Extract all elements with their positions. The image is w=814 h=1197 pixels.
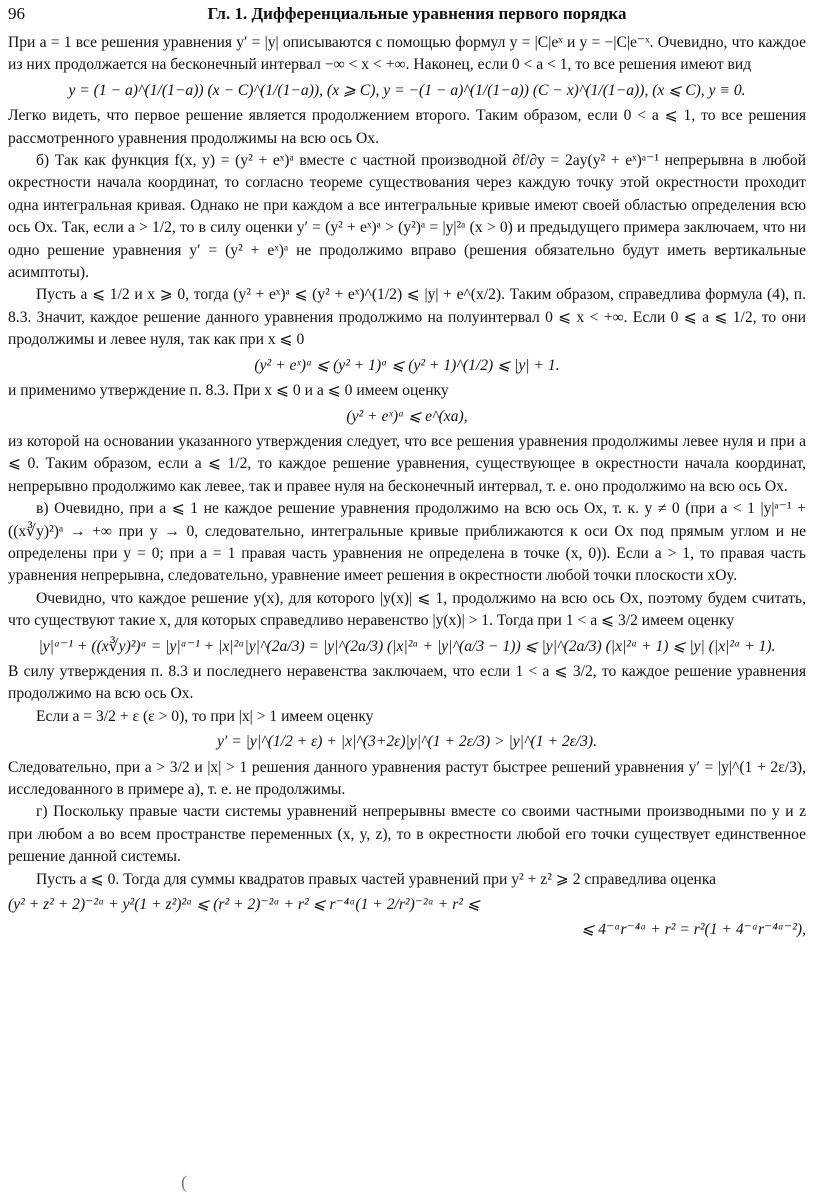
- paragraph-v-cont: Очевидно, что каждое решение y(x), для которого |y(x)| ⩽ 1, продолжимо на всю ось Ox, поэтому будем считать, что существуют такие x, для которых справедливо неравенство |y(x)| > 1. Тогда при 1 < a ⩽ 3/2 имеем оценку: [8, 589, 806, 630]
- formula-estimate-2: (y² + eˣ)ᵃ ⩽ e^(xa),: [346, 407, 468, 425]
- paragraph-b: б) Так как функция f(x, y) = (y² + eˣ)ᵃ вместе с частной производной ∂f/∂y = 2ay(y² + eˣ)ᵃ⁻¹ непрерывна в любой окрестности начала координат, то согласно теореме существования через каждую точку этой окрестности проходит одна интегральная кривая. Однако не при каждом a все интегральные кривые имеют своей областью определения всю ось Ox. Так, если a > 1/2, то в силу оценки y′ = (y² + eˣ)ᵃ > (y²)ᵃ = |y|²ᵃ (x > 0) и предыдущего примера заключаем, что ни одно решение уравнения y′ = (y² + eˣ)ᵃ не продолжимо вправо (решения обязательно будут иметь вертикальные асимптоты).: [8, 152, 806, 282]
- page-number: 96: [8, 4, 25, 23]
- formula-estimate-6: ⩽ 4⁻ᵃr⁻⁴ᵃ + r² = r²(1 + 4⁻ᵃr⁻⁴ᵃ⁻²),: [581, 921, 806, 939]
- formula-solutions: y = (1 − a)^(1/(1−a)) (x − C)^(1/(1−a)), (x ⩾ C), y = −(1 − a)^(1/(1−a)) (C − x)^(1/(1−a)), (x ⩽ C), y ≡ 0.: [68, 81, 746, 99]
- paragraph-a-case: При a = 1 все решения уравнения y′ = |y| описываются с помощью формул y = |C|eˣ и y = −|C|e⁻ˣ. Очевидно, что каждое из них продолжается на бесконечный интервал −∞ < x < +∞. Наконец, если 0 < a < 1, то все решения имеют вид: [8, 34, 806, 74]
- paragraph-statement: и применимо утверждение п. 8.3. При x ⩽ 0 и a ⩽ 0 имеем оценку: [8, 382, 449, 400]
- paragraph-continuation: Легко видеть, что первое решение является продолжением второго. Таким образом, если 0 < a ⩽ 1, то все решения рассмотренного уравнения продолжимы на всю ось Ox.: [8, 107, 806, 147]
- paragraph-b-conclusion: из которой на основании указанного утверждения следует, что все решения уравнения продолжимы левее нуля и при a ⩽ 0. Таким образом, если a ⩽ 1/2, то каждое решение уравнения, существующее в окрестности начала координат, непрерывно продолжимо как левее, так и правее нуля на бесконечный интервал, т. е. оно продолжимо на всю ось Ox.: [8, 432, 806, 495]
- paragraph-v: в) Очевидно, при a ⩽ 1 не каждое решение уравнения продолжимо на всю ось Ox, т. к. y ≠ 0 (при a < 1 |y|ᵃ⁻¹ + ((x∛y)²)ᵃ → +∞ при y → 0, следовательно, интегральные кривые приближаются к оси Ox под прямым углом и не определены при y = 0; при a = 1 правая часть уравнения не определена в точке (x, 0)). Если a > 1, то правая часть уравнения непрерывна, следовательно, уравнение имеет решения в окрестности любой точки плоскости xOy.: [8, 500, 806, 585]
- chapter-title: Гл. 1. Дифференциальные уравнения первого порядка: [207, 4, 627, 23]
- formula-estimate-5: (y² + z² + 2)⁻²ᵃ + y²(1 + z²)²ᵃ ⩽ (r² + 2)⁻²ᵃ + r² ⩽ r⁻⁴ᵃ(1 + 2/r²)⁻²ᵃ + r² ⩽: [8, 896, 480, 914]
- paragraph-v-epsilon: Если a = 3/2 + ε (ε > 0), то при |x| > 1 имеем оценку: [36, 707, 374, 725]
- page-body: [8, 32, 806, 942]
- running-header: [8, 4, 806, 32]
- paragraph-v-growth: Следовательно, при a > 3/2 и |x| > 1 решения данного уравнения растут быстрее решений уравнения y′ = |y|^(1 + 2ε/3), исследованного в примере а), т. е. не продолжимы.: [8, 758, 806, 798]
- paragraph-g: г) Поскольку правые части системы уравнений непрерывны вместе со своими частными производными по y и z при любом a во всем пространстве переменных (x, y, z), то в окрестности любой его точки существует единственное решение данной системы.: [8, 803, 806, 866]
- paragraph-g-cont: Пусть a ⩽ 0. Тогда для суммы квадратов правых частей уравнений при y² + z² ⩾ 2 справедлива оценка: [36, 870, 717, 888]
- formula-estimate-4: y′ = |y|^(1/2 + ε) + |x|^(3+2ε)|y|^(1 + 2ε/3) > |y|^(1 + 2ε/3).: [216, 733, 598, 751]
- paragraph-b-cont: Пусть a ⩽ 1/2 и x ⩾ 0, тогда (y² + eˣ)ᵃ ⩽ (y² + eˣ)^(1/2) ⩽ |y| + e^(x/2). Таким образом, справедлива формула (4), п. 8.3. Значит, каждое решение данного уравнения продолжимо на полуинтервал 0 ⩽ x < +∞. Если 0 ⩽ a ⩽ 1/2, то они продолжимы и левее нуля, так как при x ⩽ 0: [8, 286, 806, 349]
- paragraph-v-conclusion: В силу утверждения п. 8.3 и последнего неравенства заключаем, что если 1 < a ⩽ 3/2, то каждое решение уравнения продолжимо на всю ось Ox.: [8, 662, 806, 703]
- formula-estimate-3: |y|ᵃ⁻¹ + ((x∛y)²)ᵃ = |y|ᵃ⁻¹ + |x|²ᵃ|y|^(2a/3) = |y|^(2a/3) (|x|²ᵃ + |y|^(a/3 − 1)) ⩽ |y|^(2a/3) (|x|²ᵃ + 1) ⩽ |y| (|x|²ᵃ + 1).: [38, 637, 776, 655]
- formula-estimate-1: (y² + eˣ)ᵃ ⩽ (y² + 1)ᵃ ⩽ (y² + 1)^(1/2) ⩽ |y| + 1.: [254, 356, 560, 374]
- stray-mark: (: [181, 1172, 187, 1192]
